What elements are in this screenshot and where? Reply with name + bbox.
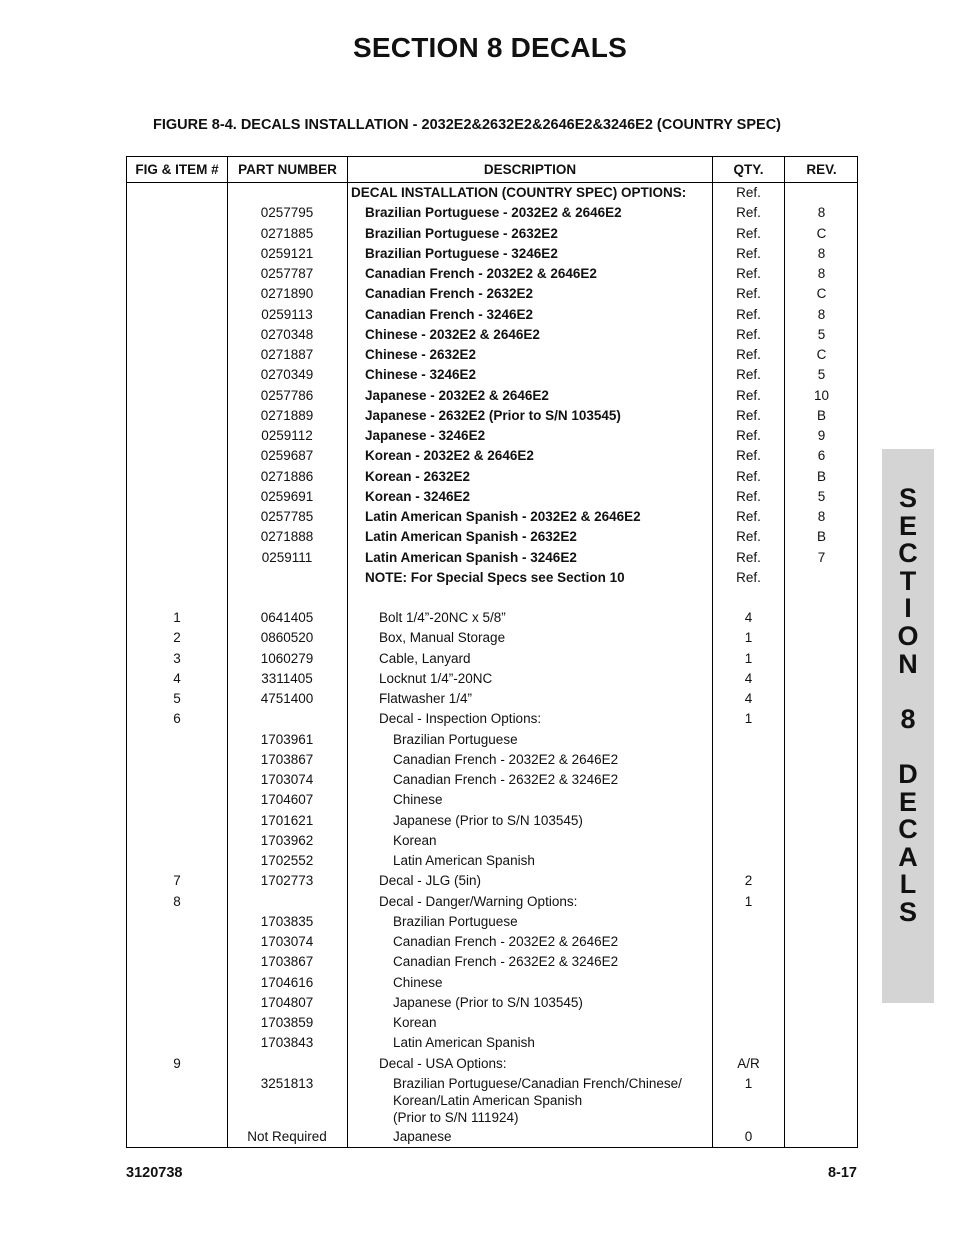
column-header-description: DESCRIPTION <box>483 162 577 177</box>
description-cell: Chinese - 2032E2 & 2646E2 <box>365 326 540 342</box>
rev-cell: 8 <box>817 245 826 261</box>
table-row <box>127 831 857 851</box>
description-cell: Korean <box>393 1015 437 1030</box>
table-row <box>127 467 857 487</box>
description-cell: Japanese (Prior to S/N 103545) <box>393 812 583 828</box>
table-row <box>127 932 857 952</box>
part-number-cell: 0270349 <box>260 367 314 383</box>
part-number-cell: 1704807 <box>260 994 314 1010</box>
qty-cell: Ref. <box>736 185 761 200</box>
table-row <box>127 790 857 810</box>
table-row <box>127 770 857 790</box>
part-number-cell: 0271889 <box>260 407 314 423</box>
description-cell: Latin American Spanish <box>393 853 535 868</box>
description-cell: Decal - JLG (5in) <box>379 873 482 889</box>
part-number-cell: 0860520 <box>260 630 314 646</box>
parts-table <box>126 156 858 1148</box>
description-cell: Brazilian Portuguese - 2032E2 & 2646E2 <box>365 205 622 221</box>
rev-cell: 8 <box>817 306 826 322</box>
table-row <box>127 1033 857 1053</box>
qty-cell: 1 <box>744 1075 753 1091</box>
table-row <box>127 527 857 547</box>
description-cell: Chinese <box>393 974 443 990</box>
qty-cell: 1 <box>744 711 753 727</box>
description-cell: Korean <box>393 832 437 848</box>
table-row <box>127 345 857 365</box>
fig-item-cell: 2 <box>173 630 181 646</box>
description-cell: Korean - 2632E2 <box>365 468 471 484</box>
qty-cell: 4 <box>744 670 753 686</box>
description-cell: Flatwasher 1/4” <box>379 691 473 706</box>
description-cell: Chinese - 2632E2 <box>365 347 477 362</box>
table-row <box>127 1054 857 1074</box>
table-row <box>127 649 857 669</box>
qty-cell: 0 <box>744 1128 753 1144</box>
description-cell: Locknut 1/4”-20NC <box>379 670 493 686</box>
section-side-tab <box>882 449 934 1003</box>
rev-cell: 5 <box>817 326 826 342</box>
figure-title: FIGURE 8-4. DECALS INSTALLATION - 2032E2&2632E2&2646E2&3246E2 (COUNTRY SPEC) <box>153 117 781 133</box>
qty-cell: 1 <box>744 893 753 909</box>
table-row <box>127 224 857 244</box>
part-number-cell: Not Required <box>247 1128 327 1144</box>
table-row <box>127 689 857 709</box>
part-number-cell: 0271886 <box>260 468 314 484</box>
qty-cell: Ref. <box>736 367 761 383</box>
part-number-cell: 0641405 <box>260 610 314 625</box>
description-cell: Brazilian Portuguese - 3246E2 <box>365 245 558 261</box>
part-number-cell: 1060279 <box>260 650 314 666</box>
rev-cell: 8 <box>817 205 826 221</box>
qty-cell: Ref. <box>736 326 761 342</box>
table-row <box>127 1013 857 1033</box>
part-number-cell: 0271888 <box>260 529 314 545</box>
part-number-cell: 0259687 <box>260 448 314 464</box>
description-cell: Brazilian Portuguese <box>393 913 518 929</box>
table-spacer <box>127 588 857 608</box>
part-number-cell: 0271885 <box>260 225 314 241</box>
table-row <box>127 608 857 628</box>
part-number-cell: 0271887 <box>260 347 314 362</box>
table-row <box>127 669 857 689</box>
fig-item-cell: 5 <box>173 691 181 706</box>
table-row <box>127 973 857 993</box>
part-number-cell: 0257785 <box>260 509 314 524</box>
description-cell: Canadian French - 2032E2 & 2646E2 <box>393 751 619 767</box>
column-header-fig-item: FIG & ITEM # <box>135 162 219 177</box>
table-row <box>127 203 857 223</box>
part-number-cell: 1702552 <box>260 853 314 868</box>
part-number-cell: 0259691 <box>260 488 314 504</box>
description-cell: Decal - Inspection Options: <box>379 711 542 727</box>
qty-cell: Ref. <box>736 468 761 484</box>
section-title: SECTION 8 DECALS <box>353 32 627 63</box>
table-row <box>127 871 857 891</box>
column-header-part-number: PART NUMBER <box>238 162 337 177</box>
description-cell: Bolt 1/4”-20NC x 5/8” <box>379 610 506 625</box>
table-row <box>127 284 857 304</box>
description-cell: Brazilian Portuguese <box>393 731 518 747</box>
description-cell: Decal - Danger/Warning Options: <box>379 893 578 909</box>
description-cell: Japanese (Prior to S/N 103545) <box>393 994 583 1010</box>
description-cell: Box, Manual Storage <box>379 630 506 646</box>
description-cell: Canadian French - 2632E2 <box>365 286 534 302</box>
table-row <box>127 264 857 284</box>
part-number-cell: 1703859 <box>260 1015 314 1030</box>
fig-item-cell: 4 <box>173 670 181 686</box>
qty-cell: Ref. <box>736 306 761 322</box>
part-number-cell: 1703835 <box>260 913 314 929</box>
part-number-cell: 3311405 <box>261 670 313 686</box>
table-body <box>127 183 857 1147</box>
description-cell: Chinese <box>393 792 443 808</box>
part-number-cell: 1703074 <box>260 772 314 787</box>
table-row <box>127 426 857 446</box>
table-row <box>127 568 857 588</box>
part-number-cell: 0259112 <box>261 428 313 443</box>
table-row <box>127 851 857 871</box>
rev-cell: 6 <box>817 448 826 464</box>
rev-cell: 5 <box>817 488 826 504</box>
part-number-cell: 1703867 <box>260 954 314 970</box>
table-row <box>127 1074 857 1127</box>
rev-cell: B <box>816 529 826 545</box>
qty-cell: Ref. <box>736 387 761 403</box>
qty-cell: Ref. <box>736 488 761 504</box>
table-row <box>127 548 857 568</box>
part-number-cell: 0259111 <box>261 549 313 565</box>
qty-cell: 4 <box>744 691 753 706</box>
part-number-cell: 0270348 <box>260 326 314 342</box>
table-row <box>127 406 857 426</box>
column-header-rev: REV. <box>806 162 837 177</box>
table-row <box>127 507 857 527</box>
part-number-cell: 1704607 <box>260 792 314 808</box>
part-number-cell: 1704616 <box>260 974 314 990</box>
rev-cell: 5 <box>817 367 826 383</box>
qty-cell: Ref. <box>736 529 761 545</box>
description-cell: Canadian French - 2632E2 & 3246E2 <box>393 954 619 970</box>
description-cell: DECAL INSTALLATION (COUNTRY SPEC) OPTIONS: <box>351 185 687 200</box>
part-number-cell: 0257787 <box>260 266 314 281</box>
rev-cell: B <box>816 468 826 484</box>
table-row <box>127 386 857 406</box>
qty-cell: Ref. <box>736 266 761 281</box>
part-number-cell: 0259121 <box>260 245 314 261</box>
table-row <box>127 1127 857 1147</box>
description-cell: Canadian French - 2032E2 & 2646E2 <box>393 934 619 949</box>
description-cell: Decal - USA Options: <box>379 1055 507 1071</box>
table-row <box>127 709 857 729</box>
table-row <box>127 305 857 325</box>
fig-item-cell: 8 <box>173 893 181 909</box>
table-row <box>127 446 857 466</box>
table-row <box>127 730 857 750</box>
fig-item-cell: 6 <box>173 711 181 727</box>
description-cell: Cable, Lanyard <box>379 650 471 666</box>
qty-cell: Ref. <box>736 347 761 362</box>
part-number-cell: 1702773 <box>260 873 314 889</box>
description-cell: Latin American Spanish - 2032E2 & 2646E2 <box>365 509 641 524</box>
description-cell: Brazilian Portuguese/Canadian French/Chinese/ Korean/Latin American Spanish (Prior to S/N 111924) <box>393 1075 682 1125</box>
qty-cell: 1 <box>744 630 753 646</box>
part-number-cell: 4751400 <box>260 691 314 706</box>
description-cell: Korean - 3246E2 <box>365 488 471 504</box>
part-number-cell: 1703962 <box>260 832 314 848</box>
table-row <box>127 325 857 345</box>
description-cell: Chinese - 3246E2 <box>365 367 477 383</box>
table-row <box>127 244 857 264</box>
qty-cell: Ref. <box>736 225 761 241</box>
table-row <box>127 811 857 831</box>
column-header-qty: QTY. <box>733 162 764 177</box>
part-number-cell: 1703961 <box>260 731 314 747</box>
table-row <box>127 183 857 203</box>
table-row <box>127 912 857 932</box>
table-row <box>127 750 857 770</box>
description-cell: Latin American Spanish - 3246E2 <box>365 549 577 565</box>
qty-cell: 1 <box>744 650 753 666</box>
rev-cell: C <box>816 225 827 241</box>
fig-item-cell: 9 <box>173 1055 181 1071</box>
rev-cell: 8 <box>817 509 826 524</box>
qty-cell: A/R <box>737 1055 760 1071</box>
page-number: 8-17 <box>827 1165 857 1181</box>
part-number-cell: 1703074 <box>260 934 314 949</box>
description-cell: Latin American Spanish - 2632E2 <box>365 529 577 545</box>
qty-cell: Ref. <box>736 245 761 261</box>
qty-cell: Ref. <box>736 509 761 524</box>
qty-cell: Ref. <box>736 448 761 464</box>
table-row <box>127 993 857 1013</box>
part-number-cell: 1701621 <box>260 812 314 828</box>
qty-cell: 2 <box>744 873 753 889</box>
fig-item-cell: 1 <box>173 610 181 625</box>
description-cell: Korean - 2032E2 & 2646E2 <box>365 448 534 464</box>
fig-item-cell: 3 <box>173 650 181 666</box>
description-cell: Brazilian Portuguese - 2632E2 <box>365 225 558 241</box>
rev-cell: 10 <box>813 387 830 403</box>
rev-cell: 8 <box>817 266 826 281</box>
description-cell: Japanese - 2632E2 (Prior to S/N 103545) <box>365 407 621 423</box>
description-cell: Japanese - 3246E2 <box>365 428 486 443</box>
part-number-cell: 0259113 <box>261 306 313 322</box>
qty-cell: Ref. <box>736 549 761 565</box>
qty-cell: Ref. <box>736 407 761 423</box>
part-number-cell: 1703843 <box>260 1035 314 1051</box>
section-side-tab-label: S E C T I O N 8 D E C A L S <box>897 483 919 927</box>
rev-cell: C <box>816 347 827 362</box>
part-number-cell: 1703867 <box>260 751 314 767</box>
description-cell: Japanese - 2032E2 & 2646E2 <box>365 387 549 403</box>
fig-item-cell: 7 <box>173 873 181 889</box>
qty-cell: Ref. <box>736 428 761 443</box>
part-number-cell: 0257786 <box>260 387 314 403</box>
description-cell: Canadian French - 2632E2 & 3246E2 <box>393 772 619 787</box>
document-number: 3120738 <box>126 1165 183 1181</box>
qty-cell: Ref. <box>736 569 761 585</box>
description-cell: NOTE: For Special Specs see Section 10 <box>365 569 625 585</box>
qty-cell: Ref. <box>736 286 761 302</box>
part-number-cell: 0257795 <box>260 205 314 221</box>
table-row <box>127 628 857 648</box>
rev-cell: 9 <box>817 428 826 443</box>
description-cell: Canadian French - 3246E2 <box>365 306 534 322</box>
rev-cell: C <box>816 286 827 302</box>
part-number-cell: 3251813 <box>260 1075 314 1091</box>
qty-cell: 4 <box>744 610 753 625</box>
part-number-cell: 0271890 <box>260 286 314 302</box>
description-cell: Latin American Spanish <box>393 1035 535 1051</box>
rev-cell: B <box>816 407 826 423</box>
qty-cell: Ref. <box>736 205 761 221</box>
table-row <box>127 487 857 507</box>
description-cell: Japanese <box>393 1128 452 1144</box>
rev-cell: 7 <box>817 549 826 565</box>
table-row <box>127 365 857 385</box>
table-row <box>127 892 857 912</box>
description-cell: Canadian French - 2032E2 & 2646E2 <box>365 266 597 281</box>
table-row <box>127 952 857 972</box>
